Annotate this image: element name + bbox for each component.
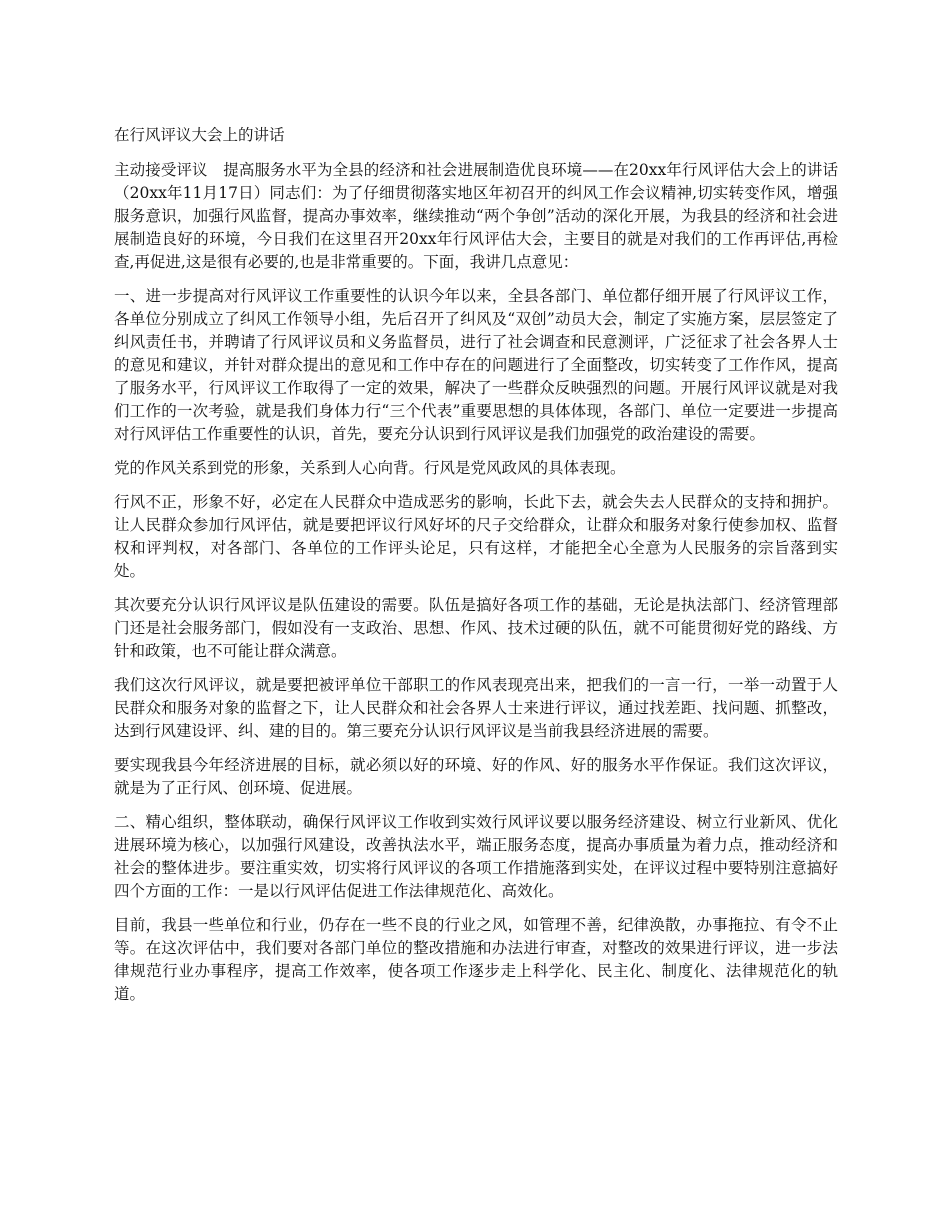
paragraph-section-one: 一、进一步提高对行风评议工作重要性的认识今年以来，全县各部门、单位都仔细开展了行风评议工作，各单位分别成立了纠风工作领导小组，先后召开了纠风及“双创”动员大会，制定了实施方案，层层签定了纠风责任书，并聘请了行风评议员和义务监督员，进行了社会调查和民意测评，广泛征求了社会各界人士的意见和建议，并针对群众提出的意见和工作中存在的问题进行了全面整改，切实转变了工作作风，提高了服务水平，行风评议工作取得了一定的效果，解决了一些群众反映强烈的问题。开展行风评议就是对我们工作的一次考验，就是我们身体力行“三个代表”重要思想的具体体现，各部门、单位一定要进一步提高对行风评估工作重要性的认识，首先，要充分认识到行风评议是我们加强党的政治建设的需要。: [114, 287, 838, 443]
paragraph-opening: 主动接受评议 提高服务水平为全县的经济和社会进展制造优良环境——在20xx年行风评估大会上的讲话（20xx年11月17日）同志们：为了仔细贯彻落实地区年初召开的纠风工作会议精神,切实转变作风，增强服务意识，加强行风监督，提高办事效率，继续推动“两个争创”活动的深化开展，为我县的经济和社会进展制造良好的环境，今日我们在这里召开20xx年行风评估大会，主要目的就是对我们的工作再评估,再检查,再促进,这是很有必要的,也是非常重要的。下面，我讲几点意见：: [114, 161, 838, 271]
paragraph-public-image: 行风不正，形象不好，必定在人民群众中造成恶劣的影响，长此下去，就会失去人民群众的支持和拥护。让人民群众参加行风评估，就是要把评议行风好坏的尺子交给群众，让群众和服务对象行使参加权、监督权和评判权，对各部门、各单位的工作评头论足，只有这样，才能把全心全意为人民服务的宗旨落到实处。: [114, 493, 838, 580]
paragraph-team-building: 其次要充分认识行风评议是队伍建设的需要。队伍是搞好各项工作的基础，无论是执法部门、经济管理部门还是社会服务部门，假如没有一支政治、思想、作风、技术过硬的队伍，就不可能贯彻好党的路线、方针和政策，也不可能让群众满意。: [114, 596, 838, 660]
paragraph-party-style: 党的作风关系到党的形象，关系到人心向背。行风是党风政风的具体表现。: [114, 459, 626, 477]
document-title: 在行风评议大会上的讲话: [114, 126, 285, 144]
paragraph-evaluation-purpose: 我们这次行风评议，就是要把被评单位干部职工的作风表现亮出来，把我们的一言一行，一举一动置于人民群众和服务对象的监督之下，让人民群众和社会各界人士来进行评议，通过找差距、找问题、抓整改，达到行风建设评、纠、建的目的。第三要充分认识行风评议是当前我县经济进展的需要。: [114, 676, 838, 740]
paragraph-section-two: 二、精心组织，整体联动，确保行风评议工作收到实效行风评议要以服务经济建设、树立行业新风、优化进展环境为核心，以加强行风建设，改善执法水平，端正服务态度，提高办事质量为着力点，推动经济和社会的整体进步。要注重实效，切实将行风评议的各项工作措施落到实处，在评议过程中要特别注意搞好四个方面的工作：一是以行风评估促进工作法律规范化、高效化。: [114, 813, 838, 900]
paragraph-current-issues: 目前，我县一些单位和行业，仍存在一些不良的行业之风，如管理不善，纪律涣散，办事拖拉、有令不止等。在这次评估中，我们要对各部门单位的整改措施和办法进行审查，对整改的效果进行评议，进一步法律规范行业办事程序，提高工作效率，使各项工作逐步走上科学化、民主化、制度化、法律规范化的轨道。: [114, 916, 838, 1003]
paragraph-economic-goal: 要实现我县今年经济进展的目标，就必须以好的环境、好的作风、好的服务水平作保证。我们这次评议，就是为了正行风、创环境、促进展。: [114, 756, 838, 797]
